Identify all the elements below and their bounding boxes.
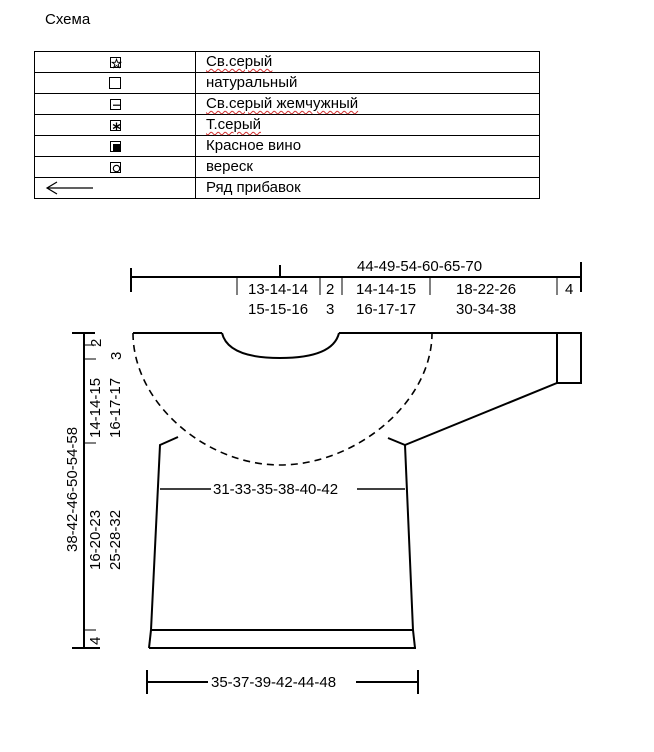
legend-label: вереск <box>206 158 253 175</box>
sleeve-length-label: 30-34-38 <box>456 301 517 318</box>
neck-width-label: 13-14-14 <box>248 281 309 298</box>
legend-label: Красное вино <box>206 137 302 154</box>
legend-label: натуральный <box>206 74 298 91</box>
legend-label: Св.серый жемчужный <box>206 95 359 112</box>
diagram-title: Схема <box>45 11 91 28</box>
hem-label: 4 <box>87 636 104 645</box>
yoke-height-label: 16-17-17 <box>107 377 124 438</box>
shoulder-gap-label: 2 <box>326 281 335 298</box>
sleeve-length-label: 18-22-26 <box>456 281 517 298</box>
neck-depth-label: 3 <box>108 351 125 360</box>
cuff-label: 4 <box>565 281 574 298</box>
total-length-label: 38-42-46-50-54-58 <box>64 426 81 552</box>
yoke-height-label: 14-14-15 <box>87 377 104 438</box>
yoke-section-label: 14-14-15 <box>356 281 417 298</box>
neck-depth-label: 2 <box>88 338 105 347</box>
shoulder-gap-label: 3 <box>326 301 335 318</box>
legend-label: Ряд прибавок <box>206 179 301 196</box>
legend-label: Т.серый <box>206 116 262 133</box>
yoke-dashed-curve <box>133 333 432 465</box>
yoke-section-label: 16-17-17 <box>356 301 417 318</box>
neck-width-label: 15-15-16 <box>248 301 309 318</box>
total-width-label: 44-49-54-60-65-70 <box>357 258 483 275</box>
chest-width-label: 31-33-35-38-40-42 <box>213 481 339 498</box>
body-height-label: 16-20-23 <box>87 509 104 570</box>
body-height-label: 25-28-32 <box>107 509 124 570</box>
neckline <box>222 333 339 358</box>
legend-label: Св.серый <box>206 53 273 70</box>
bottom-width-label: 35-37-39-42-44-48 <box>211 674 337 691</box>
